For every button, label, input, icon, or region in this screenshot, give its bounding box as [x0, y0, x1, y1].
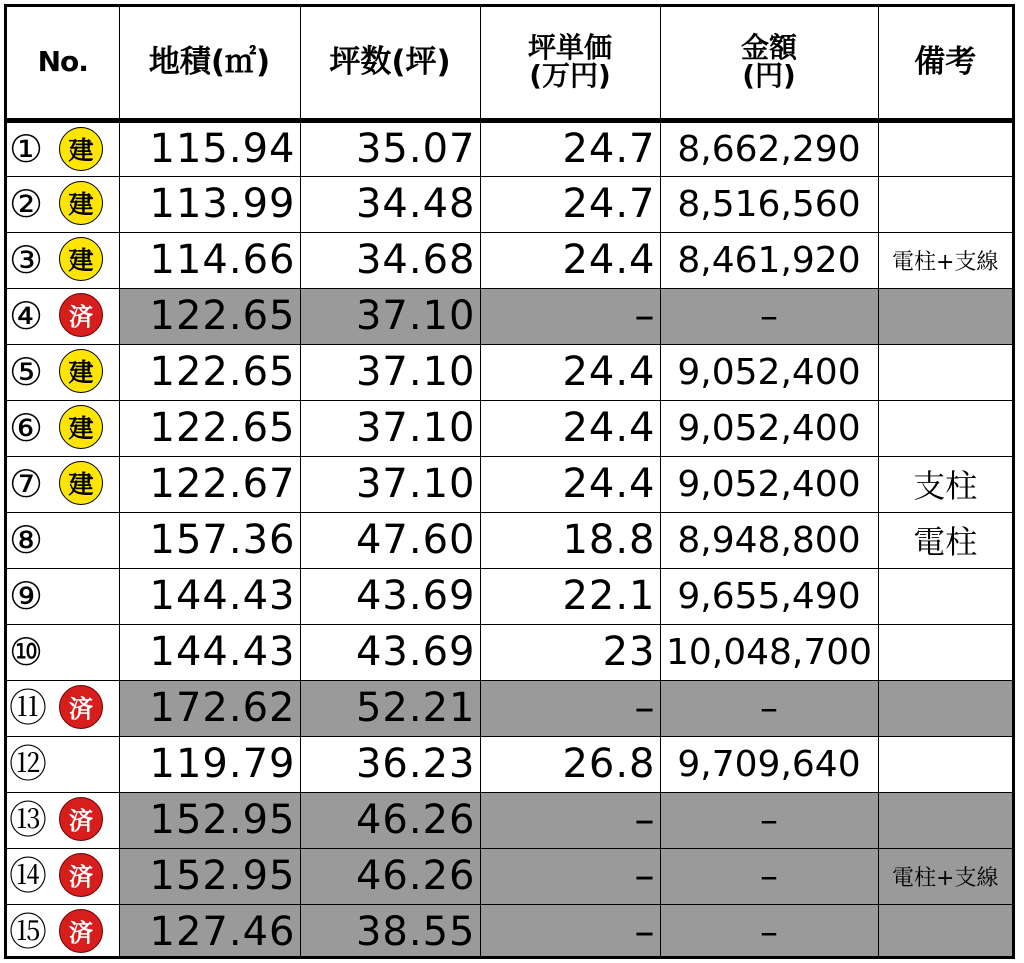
area-cell: 122.67 [119, 456, 300, 512]
table-row [7, 904, 1012, 959]
lot-number: ⑭ [9, 854, 48, 898]
unit-price-cell: 24.4 [480, 400, 660, 456]
note-cell [878, 624, 1012, 680]
build-badge-icon: 建 [59, 461, 103, 505]
note-cell [878, 176, 1012, 232]
note-cell [878, 680, 1012, 736]
note-cell [878, 400, 1012, 456]
area-cell: 144.43 [119, 568, 300, 624]
table-row [7, 176, 1012, 232]
tsubo-cell: 52.21 [300, 680, 480, 736]
build-badge-icon: 建 [59, 237, 103, 281]
build-badge-icon: 建 [59, 405, 103, 449]
tsubo-cell: 46.26 [300, 792, 480, 848]
table-row [7, 120, 1012, 176]
area-cell: 144.43 [119, 624, 300, 680]
unit-price-cell: 18.8 [480, 512, 660, 568]
amount-cell: 8,662,290 [660, 120, 878, 176]
unit-price-cell: 23 [480, 624, 660, 680]
tsubo-cell: 37.10 [300, 288, 480, 344]
col-header-unit-price: 坪単価 (万円) [480, 7, 660, 120]
lot-number-cell [7, 176, 119, 232]
lot-number-cell [7, 680, 119, 736]
lot-number-cell [7, 736, 119, 792]
note-cell [878, 120, 1012, 176]
lot-number: ① [9, 127, 44, 171]
tsubo-cell: 34.48 [300, 176, 480, 232]
tsubo-cell: 37.10 [300, 400, 480, 456]
lot-number-cell [7, 456, 119, 512]
table-row [7, 848, 1012, 904]
lot-number: ⑩ [9, 630, 44, 674]
table-row [7, 792, 1012, 848]
note-cell [878, 568, 1012, 624]
unit-price-cell: – [480, 680, 660, 736]
amount-cell: 8,461,920 [660, 232, 878, 288]
build-badge-icon: 建 [59, 349, 103, 393]
area-cell: 172.62 [119, 680, 300, 736]
amount-cell: 9,709,640 [660, 736, 878, 792]
note-cell: 電柱+支線 [878, 232, 1012, 288]
lot-number: ⑬ [9, 798, 48, 842]
amount-cell: – [660, 792, 878, 848]
tsubo-cell: 37.10 [300, 456, 480, 512]
sold-badge-icon: 済 [59, 909, 103, 953]
lot-number: ⑪ [9, 686, 48, 730]
area-cell: 119.79 [119, 736, 300, 792]
table-row [7, 512, 1012, 568]
lot-number-cell [7, 568, 119, 624]
amount-cell: 8,948,800 [660, 512, 878, 568]
amount-cell: 9,655,490 [660, 568, 878, 624]
unit-price-cell: 24.7 [480, 120, 660, 176]
sold-badge-icon: 済 [59, 797, 103, 841]
note-cell: 電柱 [878, 512, 1012, 568]
amount-cell: 10,048,700 [660, 624, 878, 680]
unit-price-cell: 22.1 [480, 568, 660, 624]
build-badge-icon: 建 [59, 127, 103, 171]
unit-price-cell: 24.7 [480, 176, 660, 232]
col-header-no: No. [7, 7, 119, 120]
area-cell: 115.94 [119, 120, 300, 176]
lot-number: ⑮ [9, 910, 48, 955]
lot-number: ⑥ [9, 406, 44, 450]
table-row [7, 400, 1012, 456]
sold-badge-icon: 済 [59, 685, 103, 729]
area-cell: 152.95 [119, 792, 300, 848]
area-cell: 114.66 [119, 232, 300, 288]
tsubo-cell: 46.26 [300, 848, 480, 904]
table-row [7, 232, 1012, 288]
note-cell [878, 792, 1012, 848]
unit-price-cell: – [480, 792, 660, 848]
col-header-note: 備考 [878, 7, 1012, 120]
tsubo-cell: 43.69 [300, 624, 480, 680]
lot-number-cell [7, 120, 119, 176]
table-row [7, 344, 1012, 400]
area-cell: 127.46 [119, 904, 300, 959]
sold-badge-icon: 済 [59, 853, 103, 897]
lot-price-table [7, 7, 1012, 959]
lot-number: ⑨ [9, 574, 44, 618]
table-row [7, 624, 1012, 680]
unit-price-cell: 24.4 [480, 456, 660, 512]
area-cell: 122.65 [119, 288, 300, 344]
unit-price-cell: 24.4 [480, 344, 660, 400]
lot-number-cell [7, 848, 119, 904]
amount-cell: – [660, 288, 878, 344]
table-row [7, 680, 1012, 736]
lot-number: ⑦ [9, 462, 44, 506]
note-cell [878, 344, 1012, 400]
lot-number: ⑤ [9, 350, 44, 394]
lot-number: ④ [9, 294, 44, 338]
table-row [7, 456, 1012, 512]
table-row [7, 288, 1012, 344]
tsubo-cell: 47.60 [300, 512, 480, 568]
unit-price-cell: 24.4 [480, 232, 660, 288]
note-cell: 電柱+支線 [878, 848, 1012, 904]
tsubo-cell: 43.69 [300, 568, 480, 624]
lot-number-cell [7, 232, 119, 288]
area-cell: 157.36 [119, 512, 300, 568]
amount-cell: 9,052,400 [660, 456, 878, 512]
col-header-tsubo: 坪数(坪) [300, 7, 480, 120]
unit-price-cell: 26.8 [480, 736, 660, 792]
lot-number-cell [7, 792, 119, 848]
tsubo-cell: 38.55 [300, 904, 480, 959]
area-cell: 122.65 [119, 344, 300, 400]
lot-number-cell [7, 400, 119, 456]
amount-cell: – [660, 680, 878, 736]
col-header-amount: 金額 (円) [660, 7, 878, 120]
lot-number-cell [7, 512, 119, 568]
sold-badge-icon: 済 [59, 293, 103, 337]
col-header-area: 地積(㎡) [119, 7, 300, 120]
amount-cell: – [660, 904, 878, 959]
lot-number-cell [7, 624, 119, 680]
unit-price-cell: – [480, 904, 660, 959]
note-cell: 支柱 [878, 456, 1012, 512]
table-row [7, 736, 1012, 792]
area-cell: 113.99 [119, 176, 300, 232]
lot-number: ⑫ [9, 742, 48, 786]
tsubo-cell: 36.23 [300, 736, 480, 792]
lot-number: ② [9, 182, 44, 226]
note-cell [878, 288, 1012, 344]
lot-number: ⑧ [9, 518, 44, 562]
tsubo-cell: 34.68 [300, 232, 480, 288]
build-badge-icon: 建 [59, 181, 103, 225]
unit-price-cell: – [480, 288, 660, 344]
lot-number-cell [7, 904, 119, 959]
tsubo-cell: 37.10 [300, 344, 480, 400]
unit-price-cell: – [480, 848, 660, 904]
lot-number-cell [7, 288, 119, 344]
area-cell: 152.95 [119, 848, 300, 904]
area-cell: 122.65 [119, 400, 300, 456]
amount-cell: – [660, 848, 878, 904]
lot-number-cell [7, 344, 119, 400]
lot-price-table-frame [4, 4, 1015, 959]
tsubo-cell: 35.07 [300, 120, 480, 176]
note-cell [878, 736, 1012, 792]
lot-number: ③ [9, 238, 44, 282]
header-row [7, 7, 1012, 120]
amount-cell: 8,516,560 [660, 176, 878, 232]
table-row [7, 568, 1012, 624]
amount-cell: 9,052,400 [660, 400, 878, 456]
amount-cell: 9,052,400 [660, 344, 878, 400]
note-cell [878, 904, 1012, 959]
